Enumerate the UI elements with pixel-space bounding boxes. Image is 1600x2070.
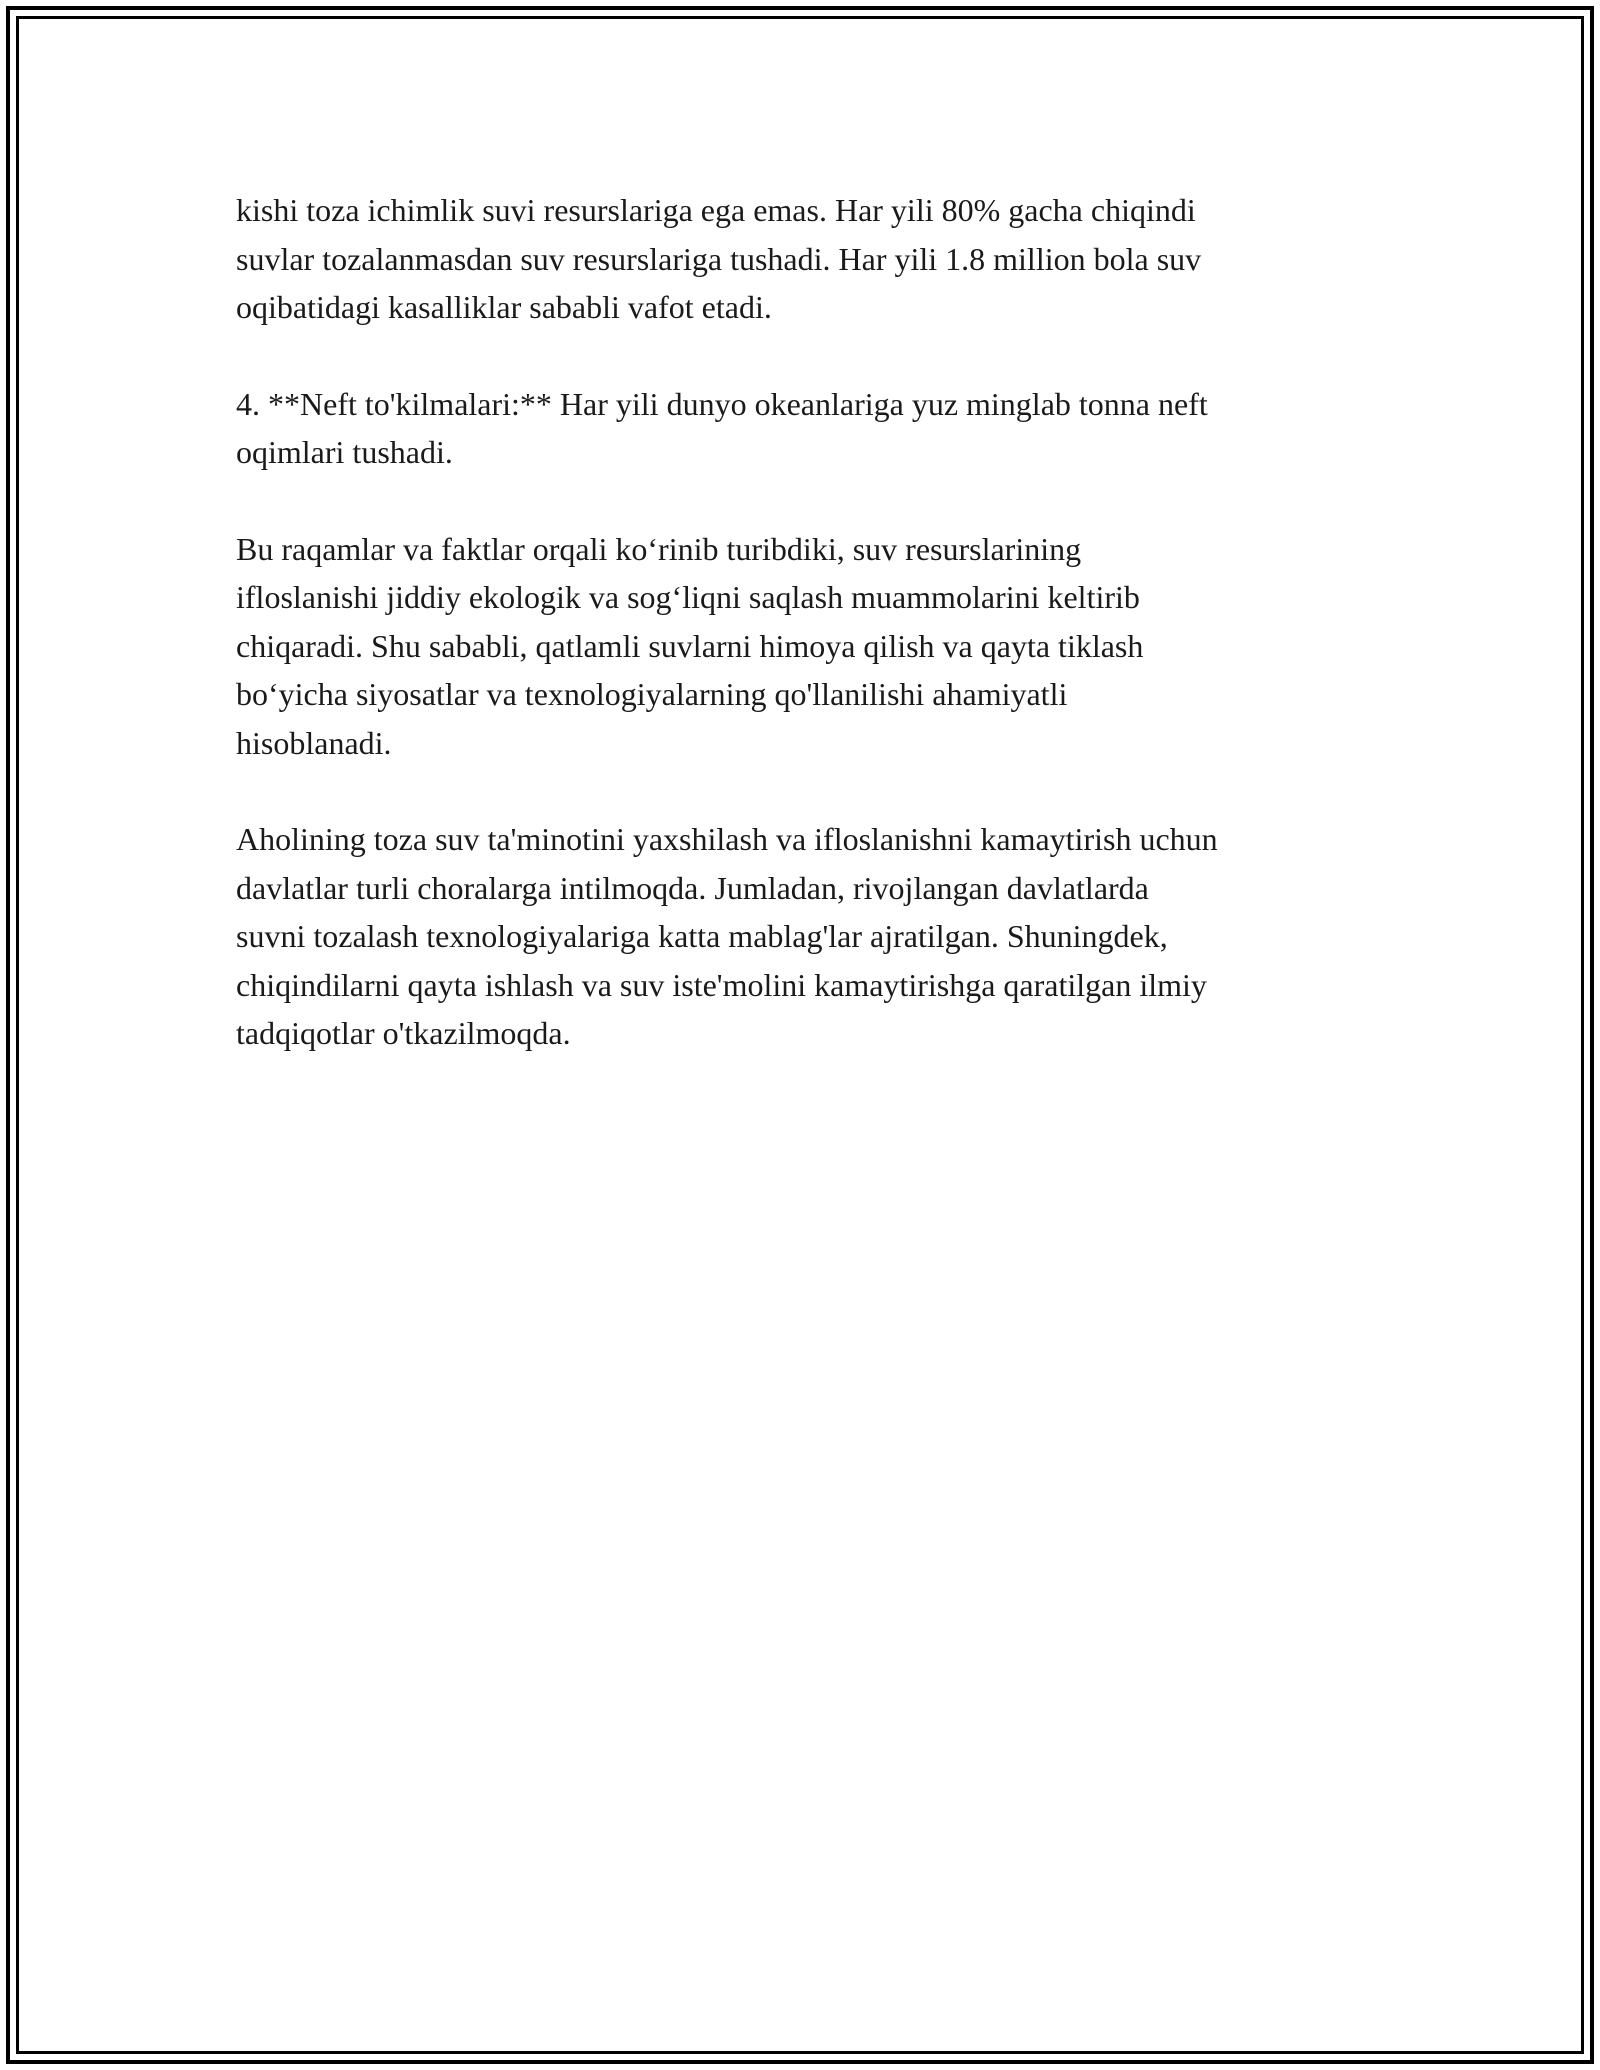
paragraph-pollution-consequences: Bu raqamlar va faktlar orqali ko‘rinib turibdiki, suv resurslarining ifloslanishi jiddiy ekologik va sog‘liqni saqlash muammolarini keltirib chiqaradi. Shu sababli, qatlamli suvlarni himoya qilish va qayta tiklash bo‘yicha siyosatlar va texnologiyalarning qo'llanilishi ahamiyatli hisoblanadi. (236, 530, 1144, 761)
paragraph-oil-spills: 4. **Neft to'kilmalari:** Har yili dunyo okeanlariga yuz minglab tonna neft oqimlari tushadi. (236, 385, 1208, 470)
document-body (236, 186, 1376, 1106)
paragraph-government-measures: Aholining toza suv ta'minotini yaxshilash va ifloslanishni kamaytirish uchun davlatlar turli choralarga intilmoqda. Jumladan, rivojlangan davlatlarda suvni tozalash texnologiyalariga katta mablag'lar ajratilgan. Shuningdek, chiqindilarni qayta ishlash va suv iste'molini kamaytirishga qaratilgan ilmiy tadqiqotlar o'tkazilmoqda. (236, 821, 1218, 1051)
paragraph-water-statistics: kishi toza ichimlik suvi resurslariga ega emas. Har yili 80% gacha chiqindi suvlar tozalanmasdan suv resurslariga tushadi. Har yili 1.8 million bola suv oqibatidagi kasalliklar sababli vafot etadi. (236, 192, 1202, 325)
